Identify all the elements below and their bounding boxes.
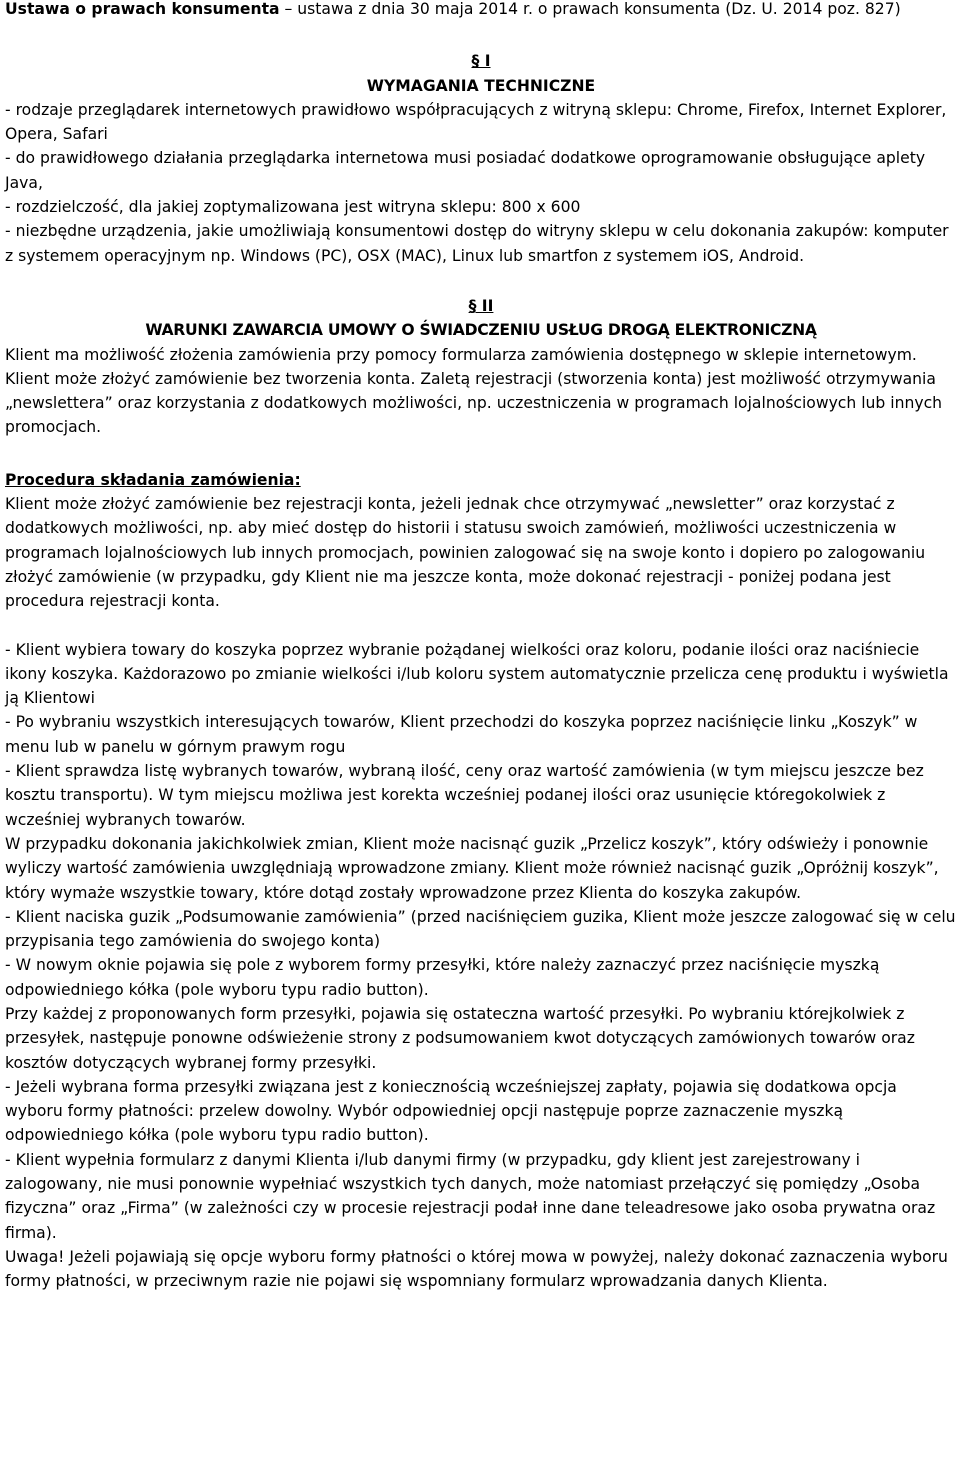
procedure-intro: Klient może złożyć zamówienie bez rejestracji konta, jeżeli jednak chce otrzymywać „newsletter” oraz korzystać z dodatkowych możliwości, np. aby mieć dostęp do historii i statusu swoich zamówień, możliwości uczestniczenia w programach lojalnościowych lub innych promocjach, powinien zalogować się na swoje konto i dopiero po zalogowaniu złożyć zamówienie (w przypadku, gdy Klient nie ma jeszcze konta, może dokonać rejestracji - poniżej podana jest procedura rejestracji konta. xyxy=(5,495,926,611)
document-page xyxy=(5,0,957,1294)
section-1-item: - rodzaje przeglądarek internetowych prawidłowo współpracujących z witryną sklepu: Chrome, Firefox, Internet Explorer, Opera, Safari xyxy=(5,100,947,144)
act-title-bold: Ustawa o prawach konsumenta xyxy=(5,0,280,18)
section-1-item: - niezbędne urządzenia, jakie umożliwiają konsumentowi dostęp do witryny sklepu w celu dokonania zakupów: komputer z systemem operacyjnym np. Windows (PC), OSX (MAC), Linux lub smartfon z systemem iOS, Android. xyxy=(5,222,949,265)
procedure-step: - W nowym oknie pojawia się pole z wyborem formy przesyłki, które należy zaznaczyć przez naciśnięcie myszką odpowiedniego kółka (pole wyboru typu radio button). xyxy=(5,956,880,999)
procedure-heading: Procedura składania zamówienia: xyxy=(5,470,301,489)
procedure-step: - Klient naciska guzik „Podsumowanie zamówienia” (przed naciśnięciem guzika, Klient może jeszcze zalogować się w celu przypisania tego zamówienia do swojego konta) xyxy=(5,907,956,951)
procedure-step: - Klient wybiera towary do koszyka poprzez wybranie pożądanej wielkości oraz koloru, podanie ilości oraz naciśniecie ikony koszyka. Każdorazowo po zmianie wielkości i/lub koloru system automatycznie przelicza cenę produktu i wyświetla ją Klientowi xyxy=(5,640,949,708)
spacer xyxy=(5,268,957,294)
act-title-rest: – ustawa z dnia 30 maja 2014 r. o prawach konsumenta (Dz. U. 2014 poz. 827) xyxy=(279,0,901,18)
section-2-intro: Klient ma możliwość złożenia zamówienia przy pomocy formularza zamówienia dostępnego w sklepie internetowym. Klient może złożyć zamówienie bez tworzenia konta. Zaletą rejestracji (stworzenia konta) jest możliwość otrzymywania „newslettera” oraz korzystania z dodatkowych możliwości, np. uczestniczenia w programach lojalnościowych lub innych promocjach. xyxy=(5,345,943,437)
section-2-heading: WARUNKI ZAWARCIA UMOWY O ŚWIADCZENIU USŁUG DROGĄ ELEKTRONICZNĄ xyxy=(145,321,817,340)
spacer xyxy=(5,440,957,468)
procedure-step: W przypadku dokonania jakichkolwiek zmian, Klient może nacisnąć guzik „Przelicz koszyk”, który odświeży i ponownie wyliczy wartość zamówienia uwzględniają wprowadzone zmiany. Klient może również nacisnąć guzik „Opróżnij koszyk”, który wymaże wszystkie towary, które dotąd zostały wprowadzone przez Klienta do koszyka zakupów. xyxy=(5,834,939,902)
procedure-step: Przy każdej z proponowanych form przesyłki, pojawia się ostateczna wartość przesyłki. Po wybraniu którejkolwiek z przesyłek, następuje ponowne odświeżenie strony z podsumowaniem kwot dotyczących zamówionych towarów oraz kosztów dotyczących wybranej formy przesyłki. xyxy=(5,1004,915,1072)
spacer xyxy=(5,21,957,45)
section-2-number: § II xyxy=(468,296,494,315)
document-title xyxy=(5,0,957,21)
procedure-step: - Po wybraniu wszystkich interesujących towarów, Klient przechodzi do koszyka poprzez naciśnięcie linku „Koszyk” w menu lub w panelu w górnym prawym rogu xyxy=(5,713,918,756)
section-1-number: § I xyxy=(471,52,491,71)
spacer xyxy=(5,614,957,638)
procedure-step: Uwaga! Jeżeli pojawiają się opcje wyboru formy płatności o której mowa w powyżej, należy dokonać zaznaczenia wyboru formy płatności, w przeciwnym razie nie pojawi się wspomniany formularz wprowadzania danych Klienta. xyxy=(5,1247,948,1291)
section-1-item: - rozdzielczość, dla jakiej zoptymalizowana jest witryna sklepu: 800 x 600 xyxy=(5,198,581,217)
procedure-step: - Klient sprawdza listę wybranych towarów, wybraną ilość, ceny oraz wartość zamówienia (w tym miejscu jeszcze bez kosztu transportu). W tym miejscu możliwa jest korekta wcześniej podanej ilości oraz usunięcie któregokolwiek z wcześniej wybranych towarów. xyxy=(5,762,924,829)
section-1-heading: WYMAGANIA TECHNICZNE xyxy=(366,76,596,95)
procedure-step: - Klient wypełnia formularz z danymi Klienta i/lub danymi firmy (w przypadku, gdy klient jest zarejestrowany i zalogowany, nie musi ponownie wypełniać wszystkich tych danych, może natomiast przełączyć się pomiędzy „Osoba fizyczna” oraz „Firma” (w zależności czy w procesie rejestracji podał inne dane teleadresowe jako osoba prywatna oraz firma). xyxy=(5,1150,936,1242)
section-1-item: - do prawidłowego działania przeglądarka internetowa musi posiadać dodatkowe oprogramowanie obsługujące aplety Java, xyxy=(5,149,926,192)
procedure-step: - Jeżeli wybrana forma przesyłki związana jest z koniecznością wcześniejszej zapłaty, pojawia się dodatkowa opcja wyboru formy płatności: przelew dowolny. Wybór odpowiedniej opcji następuje poprze zaznaczenie myszką odpowiedniego kółka (pole wyboru typu radio button). xyxy=(5,1077,897,1145)
